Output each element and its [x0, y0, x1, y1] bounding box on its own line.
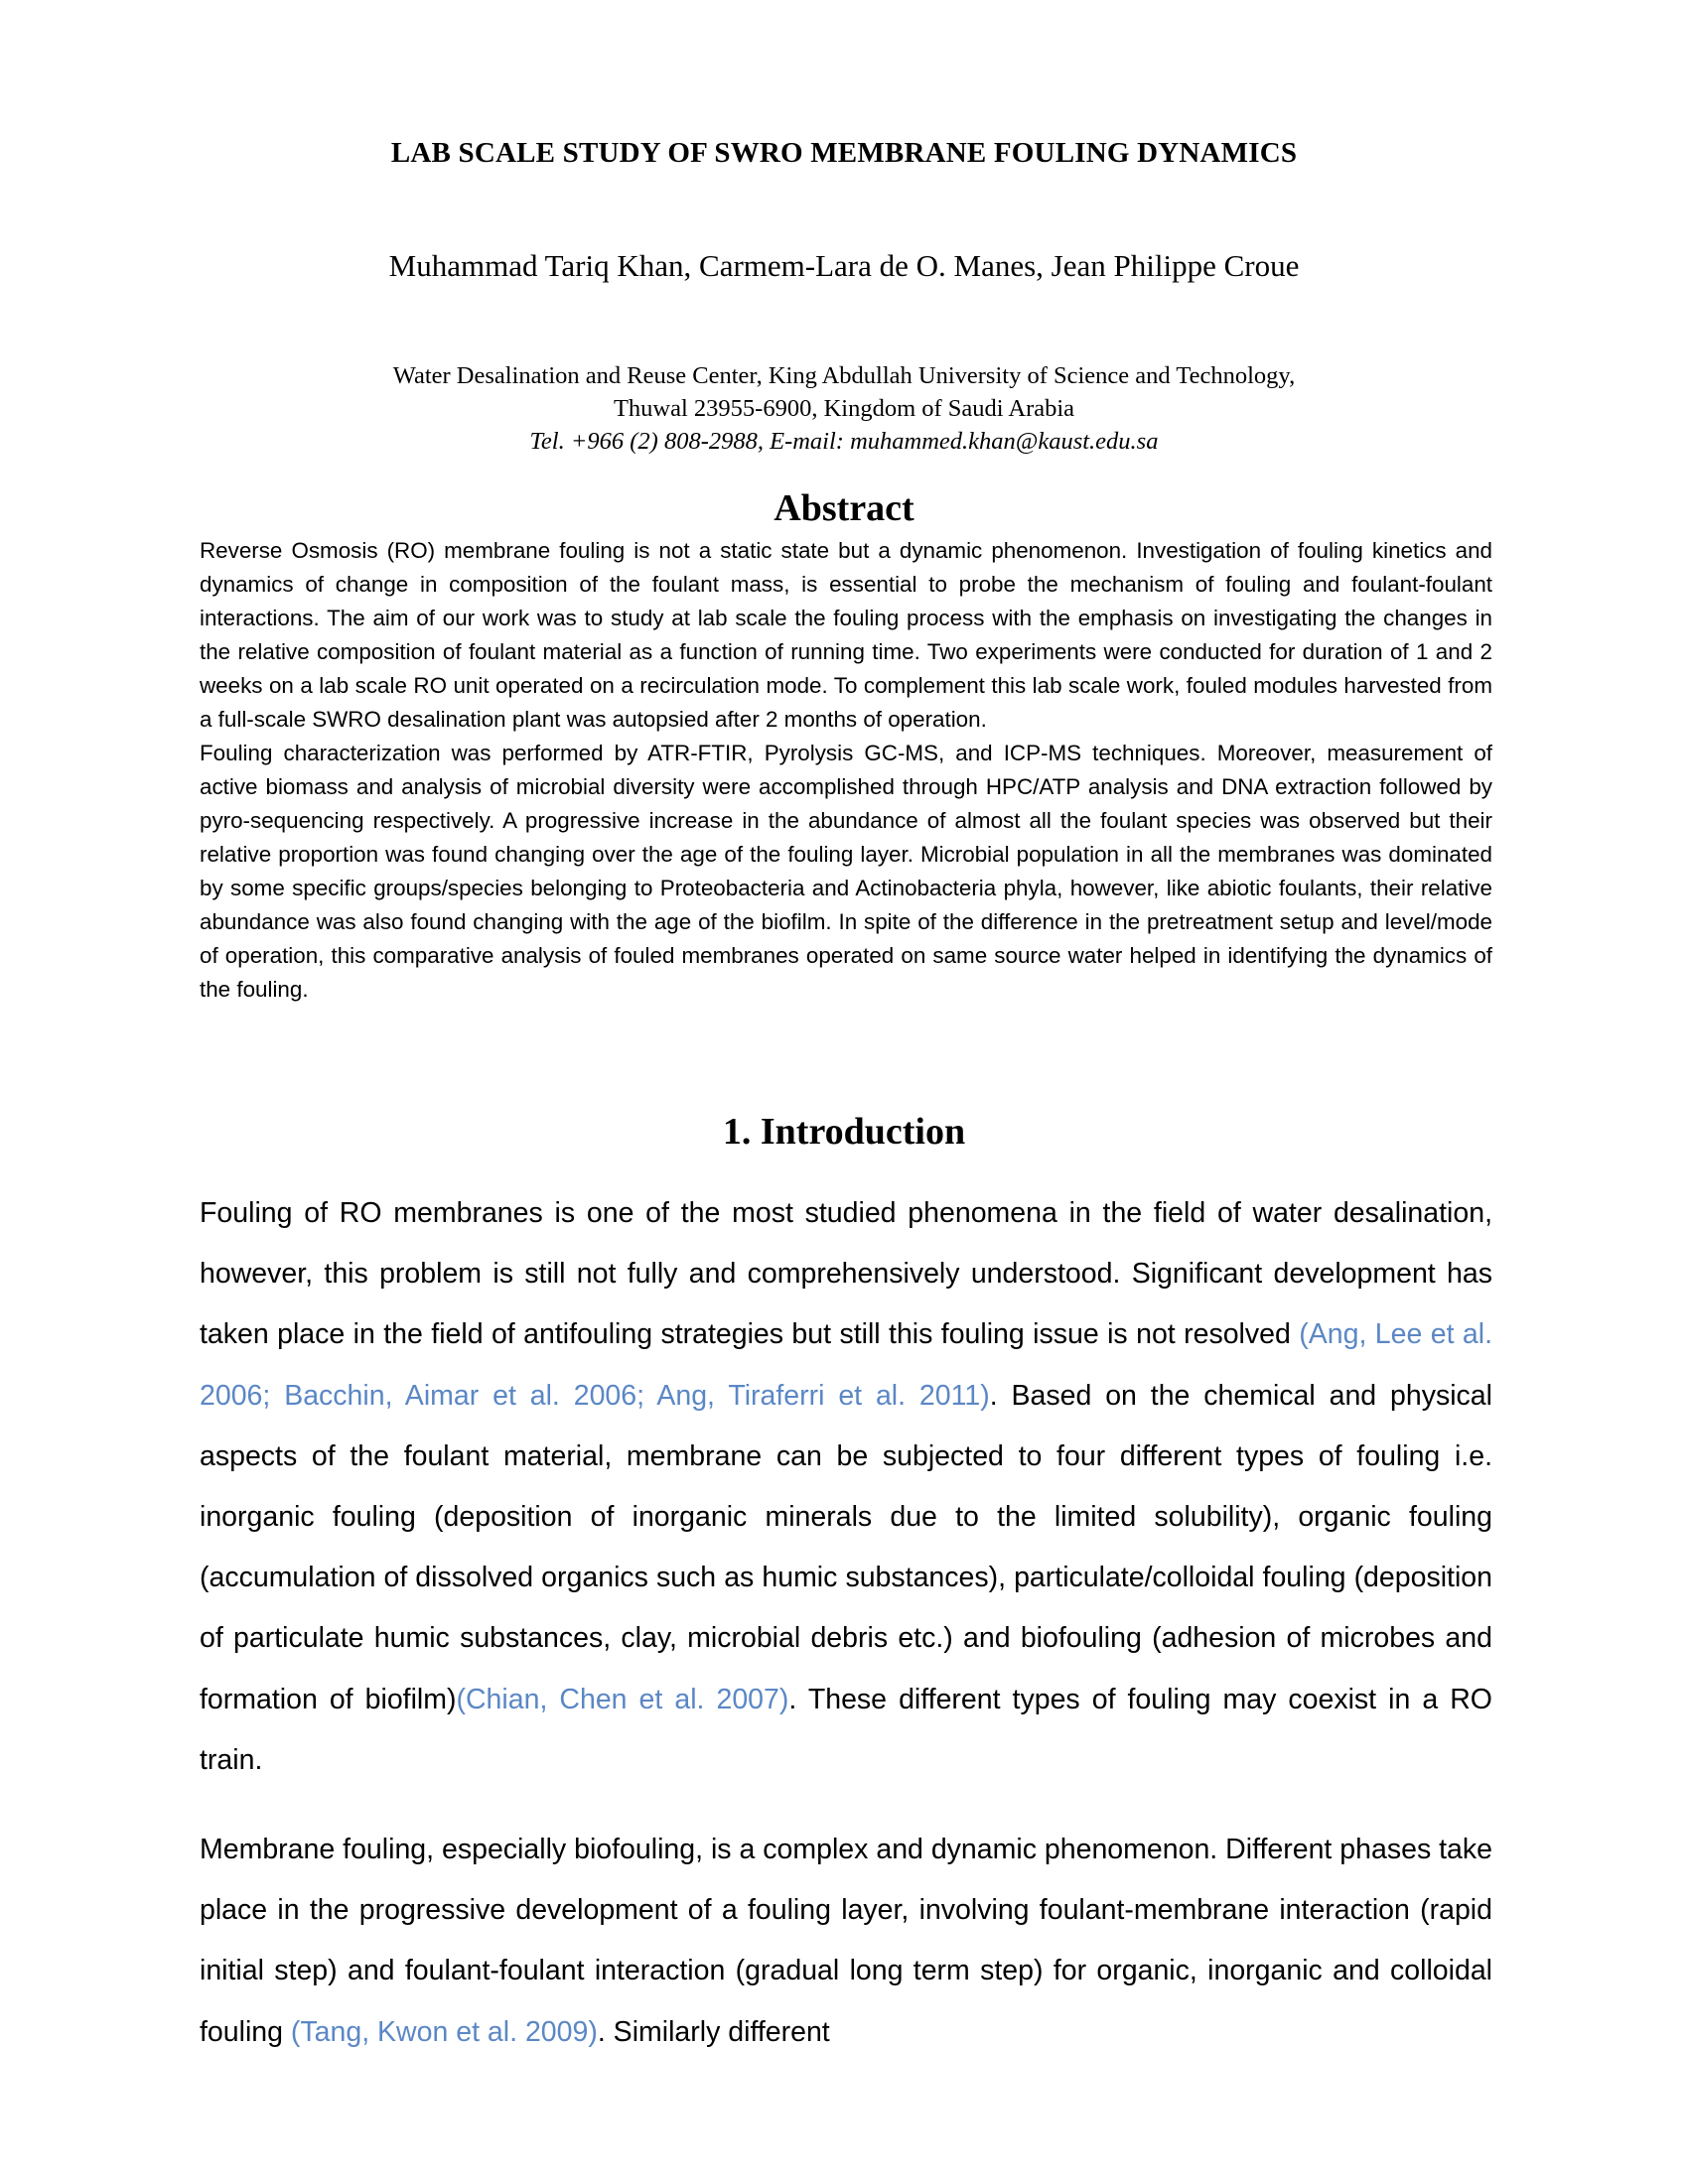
body-text: . These different types of fouling may coexist in a RO train. — [200, 1683, 1492, 1776]
body-text: . Similarly different — [597, 2015, 830, 2048]
affiliation-line-2: Thuwal 23955-6900, Kingdom of Saudi Arabia — [613, 395, 1075, 422]
author-list: Muhammad Tariq Khan, Carmem-Lara de O. Manes, Jean Philippe Croue — [388, 248, 1300, 283]
body-text: . Based on the chemical and physical aspects of the foulant material, membrane can be subjected to four different types of fouling i.e. inorganic fouling (deposition of inorganic minerals due to the limited solubility), organic fouling (accumulation of dissolved organics such as humic substances), particulate/colloidal fouling (deposition of particulate humic substances, clay, microbial debris etc.) and biofouling (adhesion of microbes and formation of biofilm) — [200, 1379, 1492, 1715]
intro-paragraph-1 — [200, 1183, 1492, 1791]
abstract-heading: Abstract — [774, 487, 914, 529]
intro-paragraph-2 — [200, 1820, 1492, 2063]
section-heading-introduction: 1. Introduction — [722, 1111, 966, 1153]
abstract-paragraph: Fouling characterization was performed by ATR-FTIR, Pyrolysis GC-MS, and ICP-MS techniques. Moreover, measurement of active biomass and analysis of microbial diversity were accomplished through HPC/ATP analysis and DNA extraction followed by pyro-sequencing respectively. A progressive increase in the abundance of almost all the foulant species was observed but their relative proportion was found changing over the age of the fouling layer. Microbial population in all the membranes was dominated by some specific groups/species belonging to Proteobacteria and Actinobacteria phyla, however, like abiotic foulants, their relative abundance was also found changing with the age of the biofilm. In spite of the difference in the pretreatment setup and level/mode of operation, this comparative analysis of fouled membranes operated on same source water helped in identifying the dynamics of the fouling. — [200, 741, 1492, 1002]
citation-link[interactable]: (Tang, Kwon et al. 2009) — [290, 2015, 598, 2048]
citation-link[interactable]: (Ang, Lee et al. 2006; Bacchin, Aimar et al. 2006; Ang, Tiraferri et al. 2011) — [200, 1318, 1493, 1412]
affiliation-block — [0, 359, 1688, 458]
abstract-body — [200, 534, 1492, 1007]
citation-link[interactable]: (Chian, Chen et al. 2007) — [456, 1683, 789, 1715]
body-text: Membrane fouling, especially biofouling, is a complex and dynamic phenomenon. Different phases take place in the progressive development of a fouling layer, involving foulant-membrane interaction (rapid initial step) and foulant-foulant interaction (gradual long term step) for organic, inorganic and colloidal fouling — [200, 1834, 1492, 2048]
body-text: Fouling of RO membranes is one of the most studied phenomena in the field of water desalination, however, this problem is still not fully and comprehensively understood. Significant development has taken place in the field of antifouling strategies but still this fouling issue is not resolved — [200, 1197, 1492, 1351]
introduction-body — [200, 1183, 1492, 2092]
abstract-paragraph: Reverse Osmosis (RO) membrane fouling is not a static state but a dynamic phenomenon. Investigation of fouling kinetics and dynamics of change in composition of the foulant mass, is essential to probe the mechanism of fouling and foulant-foulant interactions. The aim of our work was to study at lab scale the fouling process with the emphasis on investigating the changes in the relative composition of foulant material as a function of running time. Two experiments were conducted for duration of 1 and 2 weeks on a lab scale RO unit operated on a recirculation mode. To complement this lab scale work, fouled modules harvested from a full-scale SWRO desalination plant was autopsied after 2 months of operation. — [200, 538, 1492, 732]
contact-info: Tel. +966 (2) 808-2988, E-mail: muhammed.khan@kaust.edu.sa — [529, 428, 1159, 455]
affiliation-line-1: Water Desalination and Reuse Center, King Abdullah University of Science and Technology, — [392, 362, 1296, 389]
paper-title: LAB SCALE STUDY OF SWRO MEMBRANE FOULING DYNAMICS — [390, 137, 1298, 169]
